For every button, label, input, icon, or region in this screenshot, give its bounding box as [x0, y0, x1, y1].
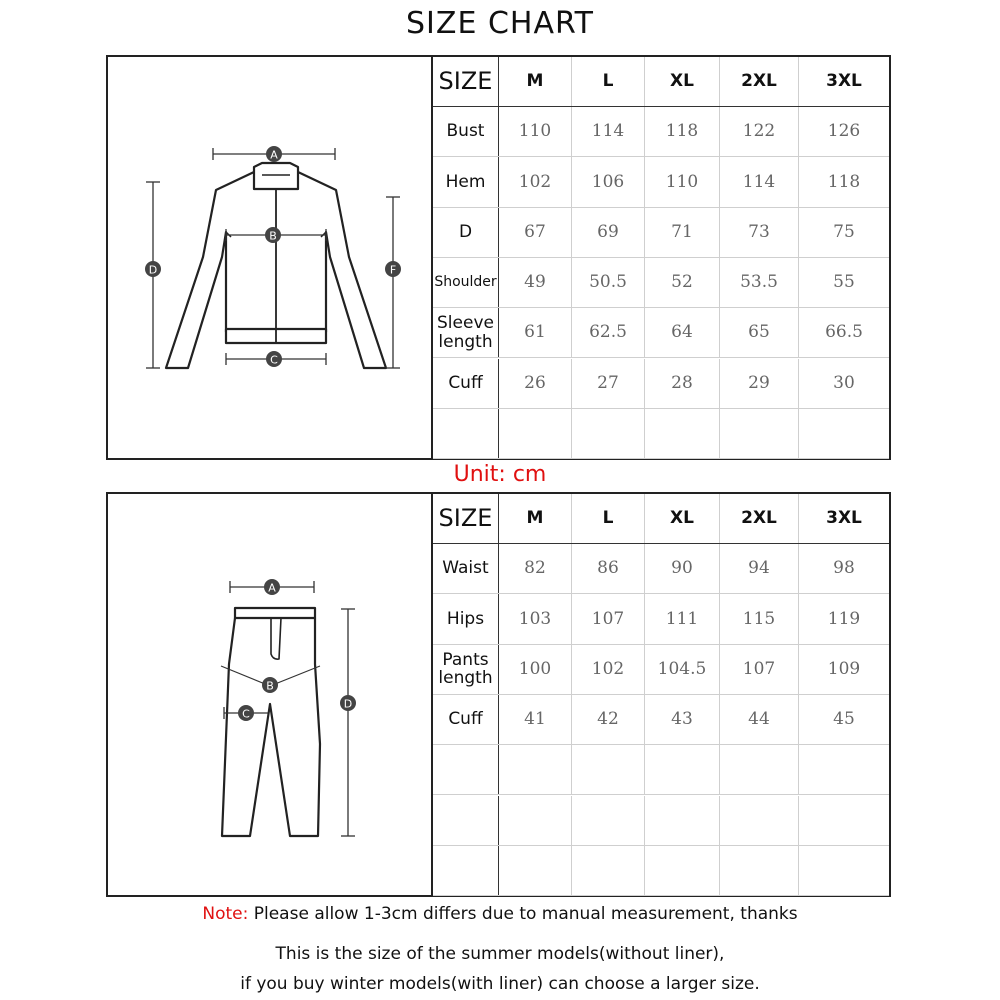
- table-cell: 66.5: [825, 322, 863, 343]
- table-cell: [499, 745, 572, 794]
- size-col-3xl: 3XL: [826, 508, 862, 529]
- row-label: Waist: [433, 544, 499, 593]
- table-cell: 104.5: [645, 645, 720, 694]
- svg-text:C: C: [242, 707, 250, 721]
- table-cell: 111: [645, 594, 720, 643]
- size-header: SIZE: [433, 57, 499, 106]
- svg-text:A: A: [268, 581, 276, 595]
- jacket-size-panel: [106, 55, 891, 460]
- table-row: [433, 258, 889, 308]
- row-label: Bust: [433, 107, 499, 156]
- table-cell: [799, 745, 889, 794]
- size-col-l: L: [572, 57, 645, 106]
- table-cell: 52: [645, 258, 720, 307]
- size-col-2xl: 2XL: [720, 494, 799, 543]
- table-cell: 122: [720, 107, 799, 156]
- row-label: [433, 409, 499, 458]
- table-row: [433, 544, 889, 594]
- row-label: Hips: [433, 594, 499, 643]
- table-cell: 82: [499, 544, 572, 593]
- size-col-xl: XL: [645, 57, 720, 106]
- table-cell: 73: [720, 208, 799, 257]
- table-cell: 62.5: [572, 308, 645, 357]
- table-cell: 94: [720, 544, 799, 593]
- table-cell: 75: [833, 221, 855, 242]
- table-cell: [499, 409, 572, 458]
- table-row: [433, 157, 889, 207]
- table-cell: 86: [572, 544, 645, 593]
- table-cell: 50.5: [572, 258, 645, 307]
- table-cell: 103: [499, 594, 572, 643]
- pants-size-panel: [106, 492, 891, 897]
- marker-d: [340, 695, 356, 711]
- table-cell: 107: [720, 645, 799, 694]
- row-label: Shoulder: [433, 258, 499, 307]
- table-cell: 42: [572, 695, 645, 744]
- jacket-drawing: [108, 57, 431, 458]
- table-cell: [572, 846, 645, 895]
- jacket-size-table: [433, 57, 889, 458]
- row-label: Hem: [433, 157, 499, 206]
- marker-b: [262, 677, 278, 693]
- size-col-3xl: 3XL: [826, 71, 862, 92]
- pants-drawing: [108, 494, 431, 895]
- table-cell: 102: [572, 645, 645, 694]
- table-cell: 118: [645, 107, 720, 156]
- table-row: [433, 796, 889, 846]
- table-cell: [645, 409, 720, 458]
- table-cell: 119: [827, 608, 861, 629]
- table-cell: [720, 796, 799, 845]
- size-col-l: L: [572, 494, 645, 543]
- table-cell: [799, 846, 889, 895]
- table-row: [433, 308, 889, 358]
- table-cell: 44: [720, 695, 799, 744]
- svg-text:A: A: [270, 148, 278, 162]
- marker-c: [266, 351, 282, 367]
- size-col-2xl: 2XL: [720, 57, 799, 106]
- table-cell: 29: [720, 359, 799, 408]
- table-row: [433, 695, 889, 745]
- row-label: D: [433, 208, 499, 257]
- unit-label: Unit: cm: [453, 462, 547, 487]
- table-cell: [799, 796, 889, 845]
- row-label: Cuff: [433, 695, 499, 744]
- table-cell: 67: [499, 208, 572, 257]
- table-cell: [645, 745, 720, 794]
- table-cell: 53.5: [720, 258, 799, 307]
- table-cell: 107: [572, 594, 645, 643]
- table-row: [433, 208, 889, 258]
- table-cell: 43: [645, 695, 720, 744]
- pants-size-table: [433, 494, 889, 895]
- table-cell: 26: [499, 359, 572, 408]
- table-cell: 114: [572, 107, 645, 156]
- table-row: [433, 594, 889, 644]
- svg-text:D: D: [343, 697, 353, 711]
- marker-d: [145, 261, 161, 277]
- size-header: SIZE: [433, 494, 499, 543]
- table-cell: 102: [499, 157, 572, 206]
- svg-text:D: D: [148, 263, 158, 277]
- marker-a: [266, 146, 282, 162]
- size-col-xl: XL: [645, 494, 720, 543]
- table-cell: [499, 846, 572, 895]
- table-cell: [720, 745, 799, 794]
- marker-b: [265, 227, 281, 243]
- table-cell: [499, 796, 572, 845]
- table-cell: 110: [645, 157, 720, 206]
- table-cell: [572, 409, 645, 458]
- table-cell: 55: [833, 272, 855, 293]
- table-header-row: [433, 57, 889, 107]
- table-cell: 69: [572, 208, 645, 257]
- row-label: [433, 796, 499, 845]
- marker-f: [385, 261, 401, 277]
- table-cell: 27: [572, 359, 645, 408]
- table-row: [433, 846, 889, 896]
- size-col-m: M: [499, 494, 572, 543]
- table-cell: 61: [499, 308, 572, 357]
- marker-a: [264, 579, 280, 595]
- table-cell: 41: [499, 695, 572, 744]
- note-prefix: Note:: [202, 904, 249, 924]
- table-cell: 71: [645, 208, 720, 257]
- table-row: [433, 107, 889, 157]
- row-label: Sleeve length: [433, 308, 499, 357]
- table-row: [433, 409, 889, 459]
- footer-line-1: This is the size of the summer models(without liner),: [275, 944, 725, 964]
- table-cell: 110: [499, 107, 572, 156]
- size-col-m: M: [499, 57, 572, 106]
- row-label: Pants length: [433, 645, 499, 694]
- measurement-note: [0, 904, 1000, 924]
- table-cell: [572, 745, 645, 794]
- table-cell: 28: [645, 359, 720, 408]
- table-cell: 30: [833, 372, 855, 393]
- table-cell: 115: [720, 594, 799, 643]
- svg-text:B: B: [269, 229, 277, 243]
- table-cell: [645, 796, 720, 845]
- table-row: [433, 745, 889, 795]
- table-row: [433, 359, 889, 409]
- table-cell: [720, 409, 799, 458]
- table-cell: [645, 846, 720, 895]
- table-cell: 118: [827, 171, 861, 192]
- table-cell: 98: [833, 558, 855, 579]
- table-cell: [799, 409, 889, 458]
- table-cell: 100: [499, 645, 572, 694]
- table-cell: 90: [645, 544, 720, 593]
- table-cell: 65: [720, 308, 799, 357]
- table-row: [433, 645, 889, 695]
- table-cell: 45: [833, 709, 855, 730]
- row-label: [433, 846, 499, 895]
- svg-text:C: C: [270, 353, 278, 367]
- table-cell: [572, 796, 645, 845]
- row-label: Cuff: [433, 359, 499, 408]
- table-cell: 109: [827, 658, 861, 679]
- table-cell: [720, 846, 799, 895]
- table-cell: 49: [499, 258, 572, 307]
- marker-c: [238, 705, 254, 721]
- row-label: [433, 745, 499, 794]
- table-cell: 106: [572, 157, 645, 206]
- page-title: SIZE CHART: [406, 6, 594, 41]
- svg-text:F: F: [389, 263, 397, 277]
- footer-line-2: if you buy winter models(with liner) can choose a larger size.: [240, 974, 760, 994]
- pants-illustration: [108, 494, 433, 895]
- svg-text:B: B: [266, 679, 274, 693]
- jacket-illustration: [108, 57, 433, 458]
- table-cell: 126: [827, 121, 861, 142]
- table-cell: 114: [720, 157, 799, 206]
- note-text: Please allow 1-3cm differs due to manual measurement, thanks: [248, 904, 798, 924]
- table-header-row: [433, 494, 889, 544]
- table-cell: 64: [645, 308, 720, 357]
